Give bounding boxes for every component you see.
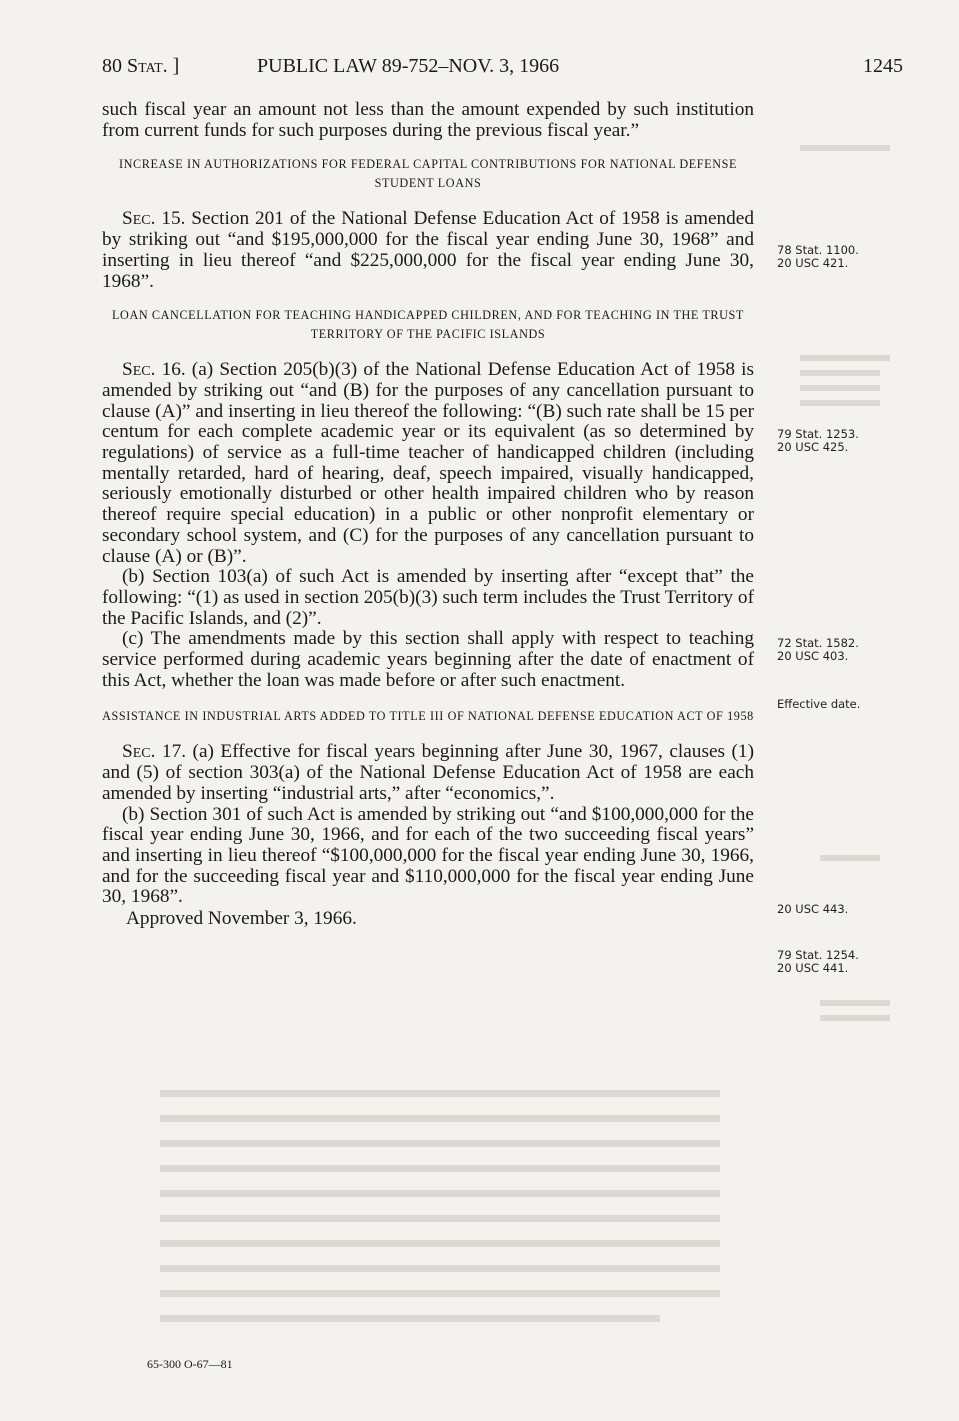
main-text bbox=[102, 100, 754, 930]
section-heading-16: LOAN CANCELLATION FOR TEACHING HANDICAPPED CHILDREN, AND FOR TEACHING IN THE TRUST TERRITORY OF THE PACIFIC ISLANDS bbox=[112, 308, 744, 342]
margin-note-78-stat-1100 bbox=[777, 244, 859, 270]
approval-line: Approved November 3, 1966. bbox=[126, 908, 357, 930]
print-code: 65-300 O-67—81 bbox=[147, 1357, 233, 1371]
section-16-label: Sec. 16. bbox=[122, 359, 186, 381]
section-16b-paragraph: (b) Section 103(a) of such Act is amended by inserting after “except that” the following: “(1) as used in section 205(b)(3) such term includes the Trust Territory of the Pacific Islands, and (2)”. bbox=[102, 566, 754, 629]
section-16c-paragraph: (c) The amendments made by this section shall apply with respect to teaching service performed during academic years beginning after the date of enactment of this Act, whether the loan was made before or after such enactment. bbox=[102, 628, 754, 691]
section-17a-paragraph bbox=[102, 742, 754, 804]
margin-note-line: Effective date. bbox=[777, 697, 861, 711]
volume-number: 80 bbox=[102, 55, 122, 77]
margin-note-effective-date bbox=[777, 698, 860, 711]
running-header bbox=[0, 55, 959, 85]
section-15-paragraph bbox=[102, 209, 754, 292]
margin-note-20-usc-443 bbox=[777, 903, 848, 916]
section-16a-text: (a) Section 205(b)(3) of the National Defense Education Act of 1958 is amended by striking out “and (B) for the purposes of any cancellation pursuant to clause (A)” and inserting in lieu thereof the following: “(B) such rate shall be 15 per centum for each complete academic year or its equivalent (as so determined by regulations) of service as a full-time teacher of handicapped children (including mentally retarded, hard of hearing, deaf, speech impaired, visually handicapped, seriously emotionally disturbed or other health impaired children who by reason thereof require special education) in a public or other nonprofit elementary or secondary school system, and (C) for the purposes of any cancellation pursuant to clause (A) or (B)”. bbox=[102, 359, 754, 567]
section-16a-paragraph bbox=[102, 360, 754, 567]
section-17b-paragraph: (b) Section 301 of such Act is amended by striking out “and $100,000,000 for the fiscal year ending June 30, 1966, and for each of the two succeeding fiscal years” and inserting in lieu thereof “$100,000,000 for the fiscal year ending June 30, 1966, and for the succeeding fiscal year and $110,000,000 for the fiscal year ending June 30, 1968”. bbox=[102, 803, 754, 908]
volume-reference bbox=[102, 55, 179, 78]
margin-note-line: 20 USC 441. bbox=[777, 961, 849, 975]
margin-note-72-stat-1582 bbox=[777, 637, 859, 663]
section-17a-text: (a) Effective for fiscal years beginning after June 30, 1967, clauses (1) and (5) of section 303(a) of the National Defense Education Act of 1958 are each amended by inserting “industrial arts,” after “economics,”. bbox=[102, 741, 754, 804]
section-heading-17: ASSISTANCE IN INDUSTRIAL ARTS ADDED TO TITLE III OF NATIONAL DEFENSE EDUCATION ACT OF 1958 bbox=[102, 709, 754, 724]
section-heading-15: INCREASE IN AUTHORIZATIONS FOR FEDERAL CAPITAL CONTRIBUTIONS FOR NATIONAL DEFENSE STUDENT LOANS bbox=[118, 157, 738, 191]
margin-note-line: 20 USC 443. bbox=[777, 902, 849, 916]
volume-label: Stat. bbox=[127, 55, 168, 77]
margin-note-79-stat-1254 bbox=[777, 949, 859, 975]
law-title: PUBLIC LAW 89-752–NOV. 3, 1966 bbox=[257, 55, 560, 77]
margin-note-line: 72 Stat. 1582. bbox=[777, 636, 859, 650]
margin-note-line: 79 Stat. 1254. bbox=[777, 948, 859, 962]
section-17-label: Sec. 17. bbox=[122, 741, 187, 763]
margin-note-line: 20 USC 421. bbox=[777, 256, 849, 270]
section-15-text: Section 201 of the National Defense Education Act of 1958 is amended by striking out “and $195,000,000 for the fiscal year ending June 30, 1968” and inserting in lieu thereof “and $225,000,000 for the fiscal year ending June 30, 1968”. bbox=[102, 208, 754, 292]
page-number: 1245 bbox=[863, 55, 903, 77]
margin-note-79-stat-1253 bbox=[777, 428, 859, 454]
volume-bracket: ] bbox=[172, 55, 180, 77]
margin-note-line: 79 Stat. 1253. bbox=[777, 427, 859, 441]
margin-note-line: 78 Stat. 1100. bbox=[777, 243, 859, 257]
margin-note-line: 20 USC 403. bbox=[777, 649, 849, 663]
continuation-paragraph: such fiscal year an amount not less than the amount expended by such institution from current funds for such purposes during the previous fiscal year.” bbox=[102, 99, 754, 141]
margin-note-line: 20 USC 425. bbox=[777, 440, 849, 454]
section-15-label: Sec. 15. bbox=[122, 208, 186, 230]
